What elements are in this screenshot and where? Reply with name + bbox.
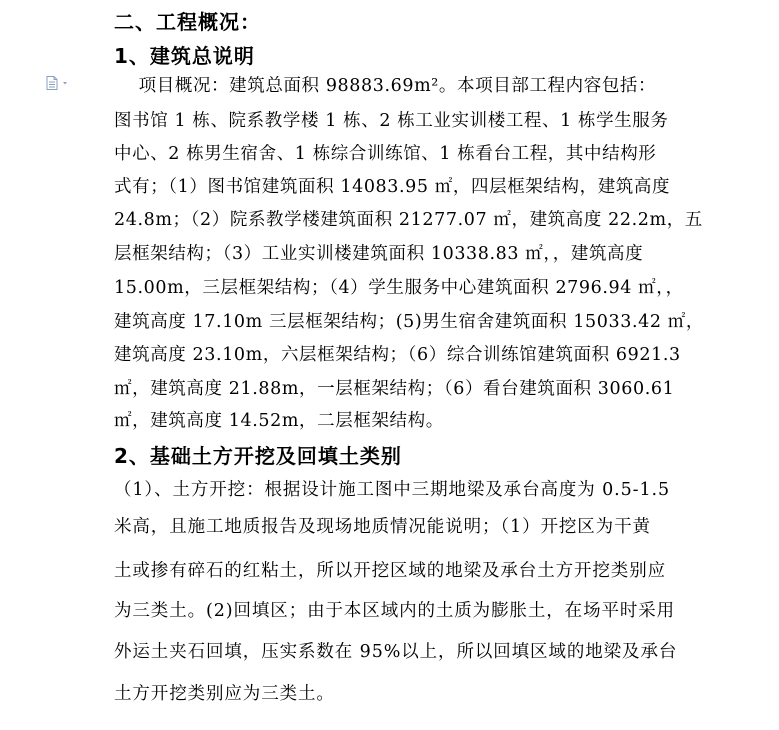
text-line: 图书馆 1 栋、院系教学楼 1 栋、2 栋工业实训楼工程、1 栋学生服务 — [114, 111, 669, 131]
text-line: 24.8m；（2）院系教学楼建筑面积 21277.07 ㎡，建筑高度 22.2m，五 — [114, 210, 703, 230]
text-line: 建筑高度 23.10m，六层框架结构；（6）综合训练馆建筑面积 6921.3 — [114, 345, 681, 365]
section-heading-overview: 二、工程概况： — [114, 10, 261, 34]
text-line: 15.00m，三层框架结构；（4）学生服务中心建筑面积 2796.94 ㎡，， — [114, 278, 684, 298]
text-line: 建筑高度 17.10m 三层框架结构；(5)男生宿舍建筑面积 15033.42 ㎡， — [114, 312, 704, 332]
text-line: 土或掺有碎石的红粘土，所以开挖区域的地梁及承台土方开挖类别应 — [114, 561, 666, 581]
text-line: 层框架结构；（3）工业实训楼建筑面积 10338.83 ㎡，，建筑高度 — [114, 244, 644, 264]
chevron-down-icon — [63, 82, 67, 85]
text-line: 米高，且施工地质报告及现场地质情况能说明；（1）开挖区为干黄 — [114, 517, 651, 537]
text-line: 外运土夹石回填，压实系数在 95%以上，所以回填区域的地梁及承台 — [114, 642, 678, 662]
subheading-building-description: 1、建筑总说明 — [114, 44, 255, 68]
paragraph-options-icon[interactable] — [46, 75, 72, 89]
subheading-excavation-backfill: 2、基础土方开挖及回填土类别 — [114, 444, 402, 468]
text-line: 项目概况：建筑总面积 98883.69m²。本项目部工程内容包括： — [114, 76, 657, 96]
text-line: 为三类土。(2)回填区；由于本区域内的土质为膨胀土，在场平时采用 — [114, 601, 676, 621]
text-line: 土方开挖类别应为三类土。 — [114, 684, 335, 704]
document-icon — [46, 76, 72, 90]
text-line: ㎡，建筑高度 21.88m，一层框架结构；（6）看台建筑面积 3060.61 — [114, 379, 675, 399]
text-line: ㎡，建筑高度 14.52m，二层框架结构。 — [114, 411, 444, 431]
text-line: 式有；（1）图书馆建筑面积 14083.95 ㎡，四层框架结构，建筑高度 — [114, 177, 671, 197]
text-line: （1）、土方开挖：根据设计施工图中三期地梁及承台高度为 0.5-1.5 — [114, 480, 671, 500]
text-line: 中心、2 栋男生宿舍、1 栋综合训练馆、1 栋看台工程，其中结构形 — [114, 144, 657, 164]
